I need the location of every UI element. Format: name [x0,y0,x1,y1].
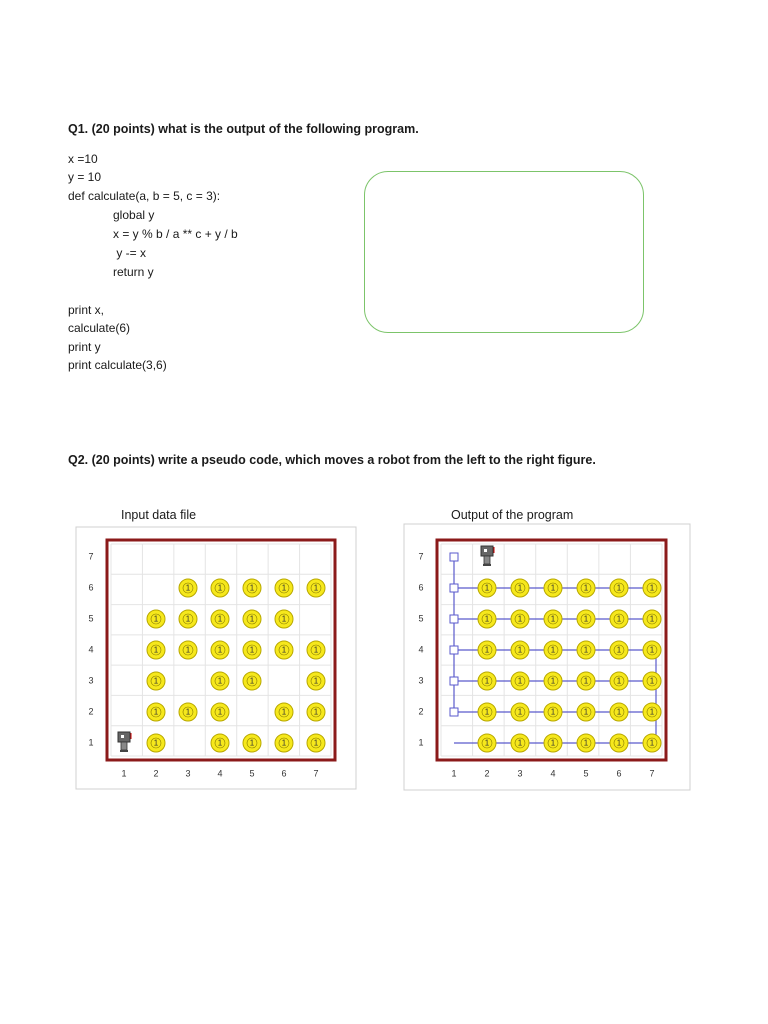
axis-x-label: 6 [616,768,622,779]
beeper-label: 1 [313,707,319,717]
code-line: calculate(6) [68,321,131,335]
path-marker [450,708,458,716]
axis-x-label: 2 [153,768,159,779]
code-line: print x, [68,303,105,317]
code-line: print y [68,340,101,354]
beeper-label: 1 [517,707,523,717]
beeper-label: 1 [583,614,589,624]
code-line: x =10 [68,152,98,166]
beeper-label: 1 [550,676,556,686]
beeper-label: 1 [217,676,223,686]
beeper-label: 1 [484,676,490,686]
beeper-label: 1 [185,583,191,593]
axis-y-label: 1 [418,737,424,748]
beeper-label: 1 [217,645,223,655]
beeper-label: 1 [249,583,255,593]
beeper-label: 1 [649,583,655,593]
beeper-label: 1 [484,738,490,748]
beeper-label: 1 [649,676,655,686]
axis-x-label: 3 [185,768,191,779]
beeper-label: 1 [185,645,191,655]
axis-x-label: 7 [313,768,319,779]
path-marker [450,615,458,623]
axis-x-label: 2 [484,768,490,779]
axis-y-label: 2 [88,706,94,717]
beeper-label: 1 [281,583,287,593]
beeper-label: 1 [153,614,159,624]
beeper-label: 1 [249,676,255,686]
axis-x-label: 7 [649,768,655,779]
robot-feet [483,564,491,566]
beeper-label: 1 [281,707,287,717]
beeper-label: 1 [616,645,622,655]
output-figure [404,524,690,790]
beeper-label: 1 [217,583,223,593]
beeper-label: 1 [583,676,589,686]
beeper-label: 1 [616,738,622,748]
path-marker [450,677,458,685]
q1-heading: Q1. (20 points) what is the output of the following program. [68,122,419,136]
beeper-label: 1 [517,676,523,686]
beeper-label: 1 [217,738,223,748]
robot-body [484,556,490,564]
beeper-label: 1 [313,645,319,655]
beeper-label: 1 [217,707,223,717]
beeper-label: 1 [484,645,490,655]
axis-x-label: 4 [217,768,223,779]
axis-y-label: 5 [88,613,94,624]
code-line: y -= x [113,246,147,260]
beeper-label: 1 [249,738,255,748]
beeper-label: 1 [550,614,556,624]
beeper-label: 1 [313,676,319,686]
axis-x-label: 1 [121,768,127,779]
beeper-label: 1 [249,645,255,655]
axis-y-label: 5 [418,613,424,624]
beeper-label: 1 [153,738,159,748]
beeper-label: 1 [313,583,319,593]
beeper-label: 1 [616,707,622,717]
beeper-label: 1 [550,738,556,748]
beeper-label: 1 [153,676,159,686]
input-figure [76,527,356,789]
beeper-label: 1 [484,583,490,593]
robot-eye [121,735,124,738]
code-line: x = y % b / a ** c + y / b [113,227,238,241]
axis-y-label: 4 [418,644,424,655]
beeper-label: 1 [616,583,622,593]
beeper-label: 1 [649,645,655,655]
beeper-label: 1 [217,614,223,624]
input-figure-title: Input data file [121,508,197,522]
axis-y-label: 1 [88,737,94,748]
beeper-label: 1 [517,738,523,748]
beeper-label: 1 [550,583,556,593]
axis-y-label: 7 [418,551,424,562]
code-line: return y [113,265,154,279]
beeper-label: 1 [313,738,319,748]
beeper-label: 1 [281,645,287,655]
axis-x-label: 4 [550,768,556,779]
beeper-label: 1 [550,645,556,655]
beeper-label: 1 [484,707,490,717]
beeper-label: 1 [153,645,159,655]
beeper-label: 1 [583,583,589,593]
beeper-label: 1 [484,614,490,624]
beeper-label: 1 [185,707,191,717]
code-line: print calculate(3,6) [68,358,167,372]
output-figure-title: Output of the program [451,508,574,522]
beeper-label: 1 [583,707,589,717]
robot-body [121,742,127,750]
axis-y-label: 4 [88,644,94,655]
path-marker [450,584,458,592]
axis-x-label: 5 [249,768,255,779]
code-line: global y [113,208,155,222]
axis-y-label: 2 [418,706,424,717]
axis-y-label: 7 [88,551,94,562]
path-marker [450,646,458,654]
axis-y-label: 6 [418,582,424,593]
axis-x-label: 1 [451,768,457,779]
q2-heading: Q2. (20 points) write a pseudo code, which moves a robot from the left to the right figure. [68,453,596,467]
beeper-label: 1 [649,707,655,717]
beeper-label: 1 [153,707,159,717]
axis-y-label: 6 [88,582,94,593]
beeper-label: 1 [616,676,622,686]
beeper-label: 1 [550,707,556,717]
beeper-label: 1 [649,738,655,748]
beeper-label: 1 [616,614,622,624]
axis-x-label: 6 [281,768,287,779]
beeper-label: 1 [517,614,523,624]
axis-y-label: 3 [88,675,94,686]
beeper-label: 1 [249,614,255,624]
beeper-label: 1 [583,645,589,655]
beeper-label: 1 [185,614,191,624]
code-line: def calculate(a, b = 5, c = 3): [68,189,221,203]
axis-x-label: 5 [583,768,589,779]
robot-feet [120,750,128,752]
beeper-label: 1 [281,738,287,748]
beeper-label: 1 [517,645,523,655]
beeper-label: 1 [281,614,287,624]
beeper-label: 1 [649,614,655,624]
axis-y-label: 3 [418,675,424,686]
axis-x-label: 3 [517,768,523,779]
path-marker [450,553,458,561]
code-line: y = 10 [68,170,102,184]
beeper-label: 1 [517,583,523,593]
robot-eye [484,549,487,552]
beeper-label: 1 [583,738,589,748]
